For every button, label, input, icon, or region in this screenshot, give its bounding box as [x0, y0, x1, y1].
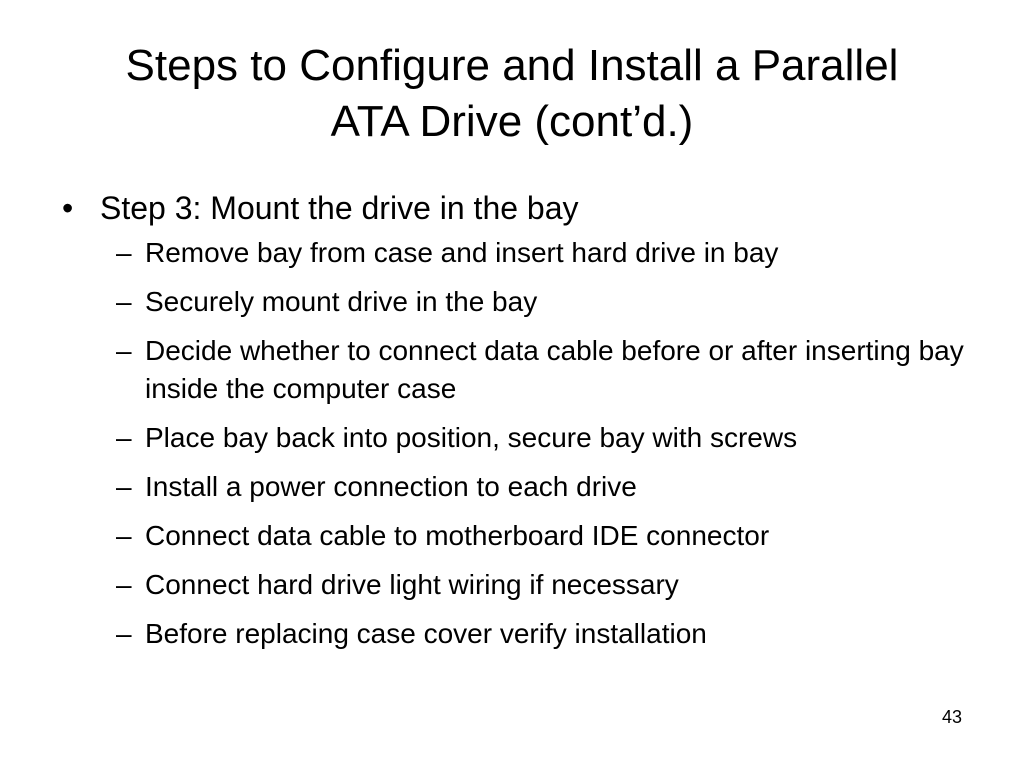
sub-bullet-text: Before replacing case cover verify installation — [145, 618, 707, 649]
bullet-item — [56, 186, 976, 230]
bullet-list — [56, 186, 976, 664]
bullet-marker: • — [62, 190, 74, 226]
sub-bullet-text: Remove bay from case and insert hard drive in bay — [145, 237, 779, 268]
dash-marker: – — [116, 569, 132, 600]
sub-bullet-text: Connect hard drive light wiring if necessary — [145, 569, 679, 600]
sub-bullet-text: Decide whether to connect data cable before or after inserting bay inside the computer case — [145, 335, 964, 404]
slide-title — [40, 38, 984, 150]
dash-marker: – — [116, 520, 132, 551]
sub-bullet-item — [56, 566, 976, 604]
sub-bullet-container — [56, 234, 976, 653]
sub-bullet-text: Install a power connection to each drive — [145, 471, 637, 502]
slide-title-line-2: ATA Drive (cont’d.) — [330, 97, 694, 146]
dash-marker: – — [116, 422, 132, 453]
slide-title-line-1: Steps to Configure and Install a Parallel — [125, 41, 899, 90]
sub-bullet-item — [56, 234, 976, 272]
sub-bullet-item — [56, 468, 976, 506]
dash-marker: – — [116, 237, 132, 268]
sub-bullet-item — [56, 615, 976, 653]
sub-bullet-item — [56, 283, 976, 321]
sub-bullet-text: Securely mount drive in the bay — [145, 286, 538, 317]
page-number: 43 — [941, 707, 962, 727]
sub-bullet-text: Place bay back into position, secure bay with screws — [145, 422, 798, 453]
sub-bullet-item — [56, 419, 976, 457]
sub-bullet-item — [56, 517, 976, 555]
sub-bullet-text: Connect data cable to motherboard IDE connector — [145, 520, 770, 551]
sub-bullet-list — [56, 234, 976, 653]
dash-marker: – — [116, 286, 132, 317]
sub-bullet-item — [56, 332, 976, 408]
bullet-text: Step 3: Mount the drive in the bay — [100, 190, 579, 226]
dash-marker: – — [116, 335, 132, 366]
dash-marker: – — [116, 618, 132, 649]
dash-marker: – — [116, 471, 132, 502]
